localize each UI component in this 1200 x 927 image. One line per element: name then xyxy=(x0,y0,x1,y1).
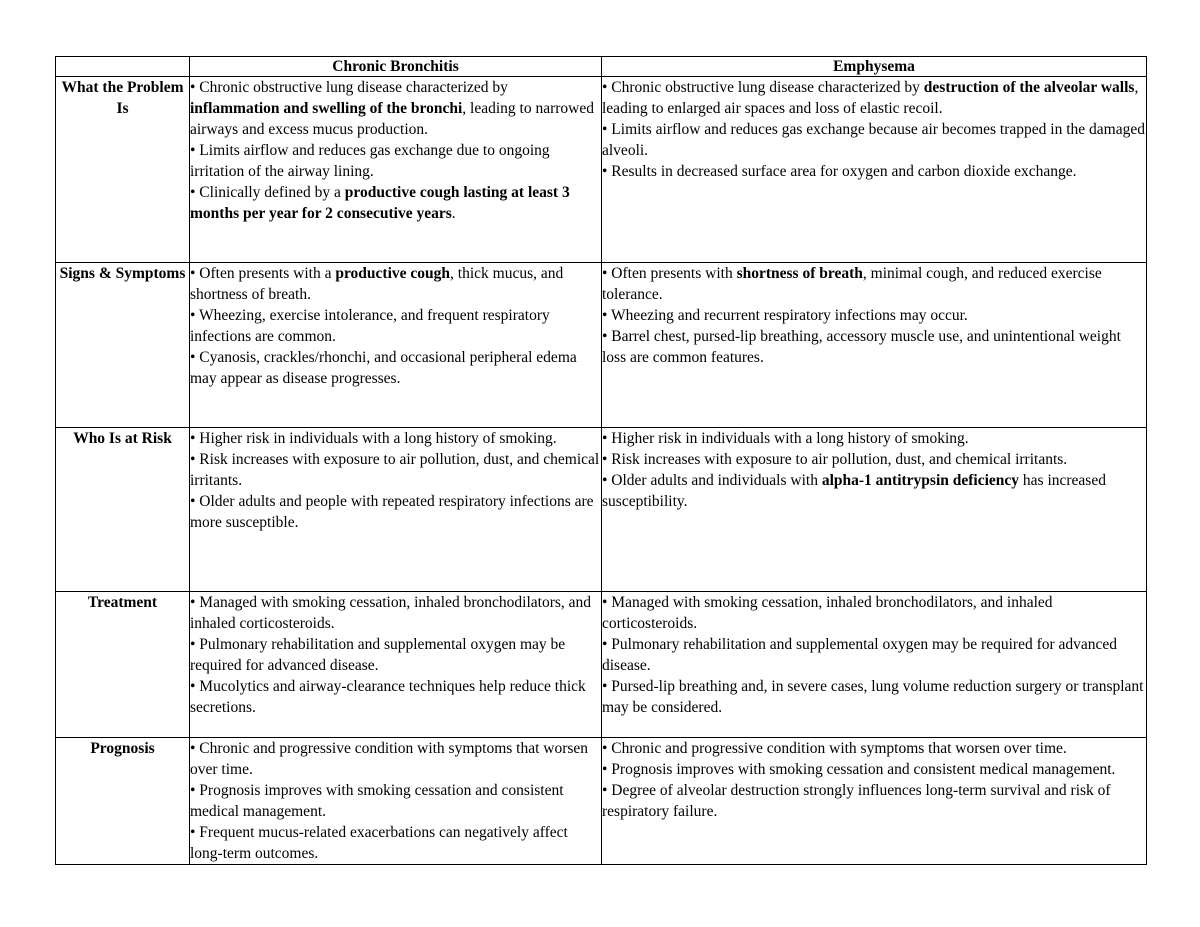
text-run: • Wheezing and recurrent respiratory infections may occur. xyxy=(602,307,968,324)
bullet-point xyxy=(190,634,601,676)
bronchitis-cell xyxy=(190,428,602,592)
bullet-point xyxy=(190,592,601,634)
bullet-point xyxy=(190,491,601,533)
text-run: • Risk increases with exposure to air pollution, dust, and chemical irritants. xyxy=(190,451,600,489)
text-run: • Pulmonary rehabilitation and supplemental oxygen may be required for advanced disease. xyxy=(190,636,566,674)
header-blank xyxy=(56,57,190,77)
text-run: • Higher risk in individuals with a long history of smoking. xyxy=(602,430,969,447)
emphysema-cell xyxy=(602,77,1147,263)
bullet-point xyxy=(602,326,1146,368)
row-label: What the Problem Is xyxy=(56,77,190,263)
bullet-point xyxy=(190,780,601,822)
header-emphysema: Emphysema xyxy=(602,57,1147,77)
text-run: • Risk increases with exposure to air pollution, dust, and chemical irritants. xyxy=(602,451,1068,468)
text-run: • Wheezing, exercise intolerance, and frequent respiratory infections are common. xyxy=(190,307,550,345)
bronchitis-cell xyxy=(190,77,602,263)
row-who-is-at-risk xyxy=(56,428,1147,592)
bold-text: alpha-1 antitrypsin deficiency xyxy=(821,472,1020,489)
bullet-point xyxy=(602,780,1146,822)
text-run: • Pursed-lip breathing and, in severe cases, lung volume reduction surgery or transplant may be considered. xyxy=(602,678,1144,716)
text-run: • Prognosis improves with smoking cessation and consistent medical management. xyxy=(190,782,564,820)
emphysema-cell xyxy=(602,428,1147,592)
text-run: , thick mucus, and shortness of breath. xyxy=(190,265,564,303)
comparison-table xyxy=(55,56,1147,865)
text-run: • Cyanosis, crackles/rhonchi, and occasional peripheral edema may appear as disease progresses. xyxy=(190,349,577,387)
text-run: • Managed with smoking cessation, inhaled bronchodilators, and inhaled corticosteroids. xyxy=(602,594,1053,632)
text-run: • Results in decreased surface area for oxygen and carbon dioxide exchange. xyxy=(602,163,1077,180)
bullet-point xyxy=(602,738,1146,759)
text-run: • Managed with smoking cessation, inhaled bronchodilators, and inhaled corticosteroids. xyxy=(190,594,592,632)
bullet-point xyxy=(190,182,601,224)
text-run: • Frequent mucus-related exacerbations can negatively affect long-term outcomes. xyxy=(190,824,568,862)
emphysema-cell xyxy=(602,738,1147,865)
bold-text: destruction of the alveolar walls xyxy=(923,79,1135,96)
bronchitis-cell xyxy=(190,263,602,428)
text-run: , minimal cough, and reduced exercise tolerance. xyxy=(602,265,1102,303)
text-run: , leading to narrowed airways and excess mucus production. xyxy=(190,100,595,138)
bullet-point xyxy=(602,592,1146,634)
text-run: • Limits airflow and reduces gas exchange because air becomes trapped in the damaged alveoli. xyxy=(602,121,1145,159)
bullet-point xyxy=(602,676,1146,718)
text-run: • Chronic and progressive condition with symptoms that worsen over time. xyxy=(602,740,1067,757)
bullet-point xyxy=(602,634,1146,676)
text-run: , leading to enlarged air spaces and loss of elastic recoil. xyxy=(602,79,1139,117)
bronchitis-cell xyxy=(190,592,602,738)
bullet-point xyxy=(190,449,601,491)
text-run: • Limits airflow and reduces gas exchange due to ongoing irritation of the airway lining. xyxy=(190,142,550,180)
row-label: Treatment xyxy=(56,592,190,738)
row-label: Who Is at Risk xyxy=(56,428,190,592)
row-what-the-problem-is xyxy=(56,77,1147,263)
row-prognosis xyxy=(56,738,1147,865)
bullet-point xyxy=(190,140,601,182)
bullet-point xyxy=(190,676,601,718)
bullet-point xyxy=(190,738,601,780)
bullet-point xyxy=(602,449,1146,470)
text-run: • Older adults and people with repeated respiratory infections are more susceptible. xyxy=(190,493,594,531)
text-run: has increased susceptibility. xyxy=(602,472,1106,510)
bullet-point xyxy=(602,77,1146,119)
text-run: • Pulmonary rehabilitation and supplemental oxygen may be required for advanced disease. xyxy=(602,636,1118,674)
row-treatment xyxy=(56,592,1147,738)
bullet-point xyxy=(190,263,601,305)
row-signs-symptoms xyxy=(56,263,1147,428)
bullet-point xyxy=(602,305,1146,326)
bold-text: productive cough lasting at least 3 months per year for 2 consecutive years xyxy=(190,184,570,222)
text-run: • Chronic obstructive lung disease characterized by xyxy=(190,79,508,96)
text-run: • Clinically defined by a xyxy=(190,184,345,201)
bullet-point xyxy=(190,77,601,140)
bronchitis-cell xyxy=(190,738,602,865)
text-run: • Chronic obstructive lung disease characterized by xyxy=(602,79,924,96)
text-run: • Higher risk in individuals with a long history of smoking. xyxy=(190,430,557,447)
bold-text: shortness of breath xyxy=(736,265,863,282)
bullet-point xyxy=(602,470,1146,512)
bullet-point xyxy=(190,305,601,347)
row-label: Prognosis xyxy=(56,738,190,865)
bullet-point xyxy=(602,428,1146,449)
text-run: • Barrel chest, pursed-lip breathing, accessory muscle use, and unintentional weight loss are common features. xyxy=(602,328,1121,366)
text-run: • Prognosis improves with smoking cessation and consistent medical management. xyxy=(602,761,1116,778)
bullet-point xyxy=(602,759,1146,780)
bullet-point xyxy=(602,263,1146,305)
bold-text: productive cough xyxy=(335,265,451,282)
bullet-point xyxy=(190,822,601,864)
text-run: • Chronic and progressive condition with symptoms that worsen over time. xyxy=(190,740,589,778)
bold-text: inflammation and swelling of the bronchi xyxy=(190,100,463,117)
bullet-point xyxy=(190,347,601,389)
text-run: • Degree of alveolar destruction strongly influences long-term survival and risk of respiratory failure. xyxy=(602,782,1111,820)
row-label: Signs & Symptoms xyxy=(56,263,190,428)
header-row xyxy=(56,57,1147,77)
header-chronic-bronchitis: Chronic Bronchitis xyxy=(190,57,602,77)
text-run: • Often presents with xyxy=(602,265,737,282)
text-run: . xyxy=(451,205,456,222)
text-run: • Often presents with a xyxy=(190,265,336,282)
bullet-point xyxy=(602,119,1146,161)
text-run: • Older adults and individuals with xyxy=(602,472,822,489)
bullet-point xyxy=(190,428,601,449)
emphysema-cell xyxy=(602,592,1147,738)
bullet-point xyxy=(602,161,1146,182)
emphysema-cell xyxy=(602,263,1147,428)
text-run: • Mucolytics and airway-clearance techniques help reduce thick secretions. xyxy=(190,678,586,716)
